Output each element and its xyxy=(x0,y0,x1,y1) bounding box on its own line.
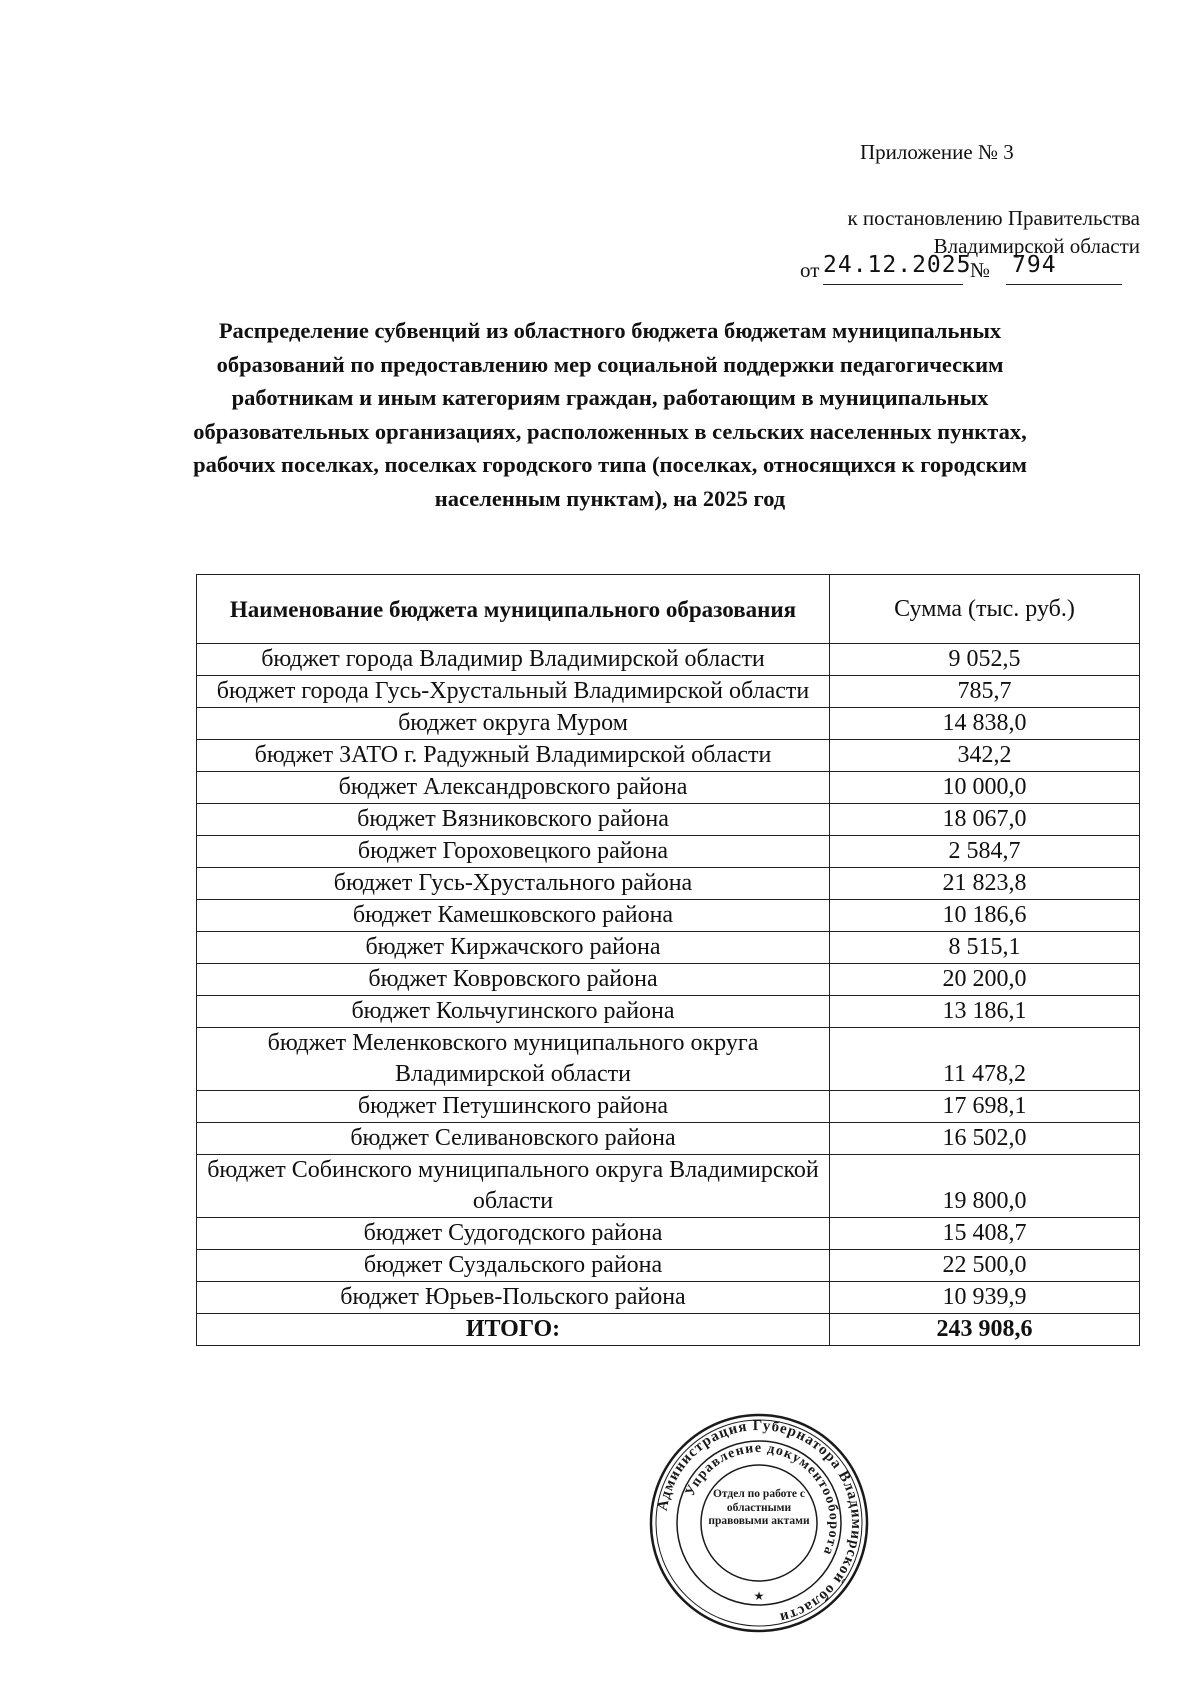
row-budget-sum: 14 838,0 xyxy=(830,708,1140,740)
row-budget-sum: 21 823,8 xyxy=(830,868,1140,900)
number-sign: № xyxy=(970,258,991,282)
row-budget-sum: 2 584,7 xyxy=(830,836,1140,868)
row-budget-name: бюджет Селивановского района xyxy=(197,1123,830,1155)
row-budget-name: бюджет Кольчугинского района xyxy=(197,996,830,1028)
total-label: ИТОГО: xyxy=(197,1314,830,1346)
row-budget-sum: 22 500,0 xyxy=(830,1250,1140,1282)
table-body xyxy=(197,644,1140,1346)
total-sum: 243 908,6 xyxy=(830,1314,1140,1346)
row-budget-sum: 10 000,0 xyxy=(830,772,1140,804)
row-budget-sum: 342,2 xyxy=(830,740,1140,772)
row-budget-sum: 9 052,5 xyxy=(830,644,1140,676)
table-row xyxy=(197,644,1140,676)
table-row xyxy=(197,708,1140,740)
table-row xyxy=(197,1123,1140,1155)
row-budget-name: бюджет Гусь-Хрустального района xyxy=(197,868,830,900)
resolution-number: 794 xyxy=(1012,252,1057,278)
column-header-name: Наименование бюджета муниципального образования xyxy=(197,575,830,644)
table-row xyxy=(197,1282,1140,1314)
table-row xyxy=(197,772,1140,804)
table-row xyxy=(197,836,1140,868)
row-budget-sum: 11 478,2 xyxy=(830,1028,1140,1091)
table-row xyxy=(197,1155,1140,1218)
table-row xyxy=(197,740,1140,772)
row-budget-name: бюджет Вязниковского района xyxy=(197,804,830,836)
row-budget-name: бюджет Камешковского района xyxy=(197,900,830,932)
resolution-date: 24.12.2025 xyxy=(823,252,972,278)
column-header-sum: Сумма (тыс. руб.) xyxy=(830,575,1140,644)
row-budget-name: бюджет Александровского района xyxy=(197,772,830,804)
row-budget-name: бюджет Юрьев-Польского района xyxy=(197,1282,830,1314)
table-row xyxy=(197,1028,1140,1091)
row-budget-sum: 15 408,7 xyxy=(830,1218,1140,1250)
table-row xyxy=(197,1218,1140,1250)
row-budget-name: бюджет Меленковского муниципального округа Владимирской области xyxy=(197,1028,830,1091)
budget-table xyxy=(196,574,1140,1346)
table-header-row xyxy=(197,575,1140,644)
number-underline xyxy=(1006,284,1122,285)
seal-outer-text: Администрация Губернатора Владимирской области xyxy=(654,1417,865,1626)
table-row xyxy=(197,996,1140,1028)
appendix-label: Приложение № 3 xyxy=(860,140,1014,164)
row-budget-name: бюджет Петушинского района xyxy=(197,1091,830,1123)
row-budget-sum: 17 698,1 xyxy=(830,1091,1140,1123)
table-row xyxy=(197,804,1140,836)
table-row xyxy=(197,676,1140,708)
row-budget-sum: 785,7 xyxy=(830,676,1140,708)
seal-star-icon: ★ xyxy=(753,1589,765,1603)
total-row xyxy=(197,1314,1140,1346)
row-budget-name: бюджет Судогодского района xyxy=(197,1218,830,1250)
row-budget-name: бюджет Собинского муниципального округа Владимирской области xyxy=(197,1155,830,1218)
row-budget-sum: 20 200,0 xyxy=(830,964,1140,996)
table-row xyxy=(197,868,1140,900)
table-row xyxy=(197,1250,1140,1282)
date-underline xyxy=(823,284,963,285)
row-budget-name: бюджет Ковровского района xyxy=(197,964,830,996)
table-row xyxy=(197,900,1140,932)
seal-center-text: Отдел по работе с областными правовыми актами xyxy=(708,1488,810,1527)
row-budget-sum: 8 515,1 xyxy=(830,932,1140,964)
row-budget-name: бюджет Гороховецкого района xyxy=(197,836,830,868)
row-budget-name: бюджет Суздальского района xyxy=(197,1250,830,1282)
table-row xyxy=(197,1091,1140,1123)
official-seal xyxy=(648,1412,870,1634)
resolution-line-1: к постановлению Правительства xyxy=(847,206,1140,230)
row-budget-sum: 19 800,0 xyxy=(830,1155,1140,1218)
document-title: Распределение субвенций из областного бюджета бюджетам муниципальных образований по предоставлению мер социальной поддержки педагогическим работникам и иным категориям граждан, работающим в муниципальных образовательных организациях, расположенных в сельских населенных пунктах, рабочих поселках, поселках городского типа (поселках, относящихся к городским населенным пунктам), на 2025 год xyxy=(193,318,1027,511)
row-budget-name: бюджет ЗАТО г. Радужный Владимирской области xyxy=(197,740,830,772)
date-prefix: от xyxy=(800,258,820,282)
seal-inner-text: Управление документооборота xyxy=(682,1440,842,1558)
table-row xyxy=(197,964,1140,996)
row-budget-name: бюджет города Владимир Владимирской области xyxy=(197,644,830,676)
row-budget-sum: 13 186,1 xyxy=(830,996,1140,1028)
row-budget-sum: 18 067,0 xyxy=(830,804,1140,836)
row-budget-name: бюджет города Гусь-Хрустальный Владимирской области xyxy=(197,676,830,708)
resolution-line-2: Владимирской области xyxy=(933,234,1140,258)
row-budget-sum: 10 939,9 xyxy=(830,1282,1140,1314)
row-budget-name: бюджет округа Муром xyxy=(197,708,830,740)
row-budget-name: бюджет Киржачского района xyxy=(197,932,830,964)
table-row xyxy=(197,932,1140,964)
row-budget-sum: 10 186,6 xyxy=(830,900,1140,932)
row-budget-sum: 16 502,0 xyxy=(830,1123,1140,1155)
